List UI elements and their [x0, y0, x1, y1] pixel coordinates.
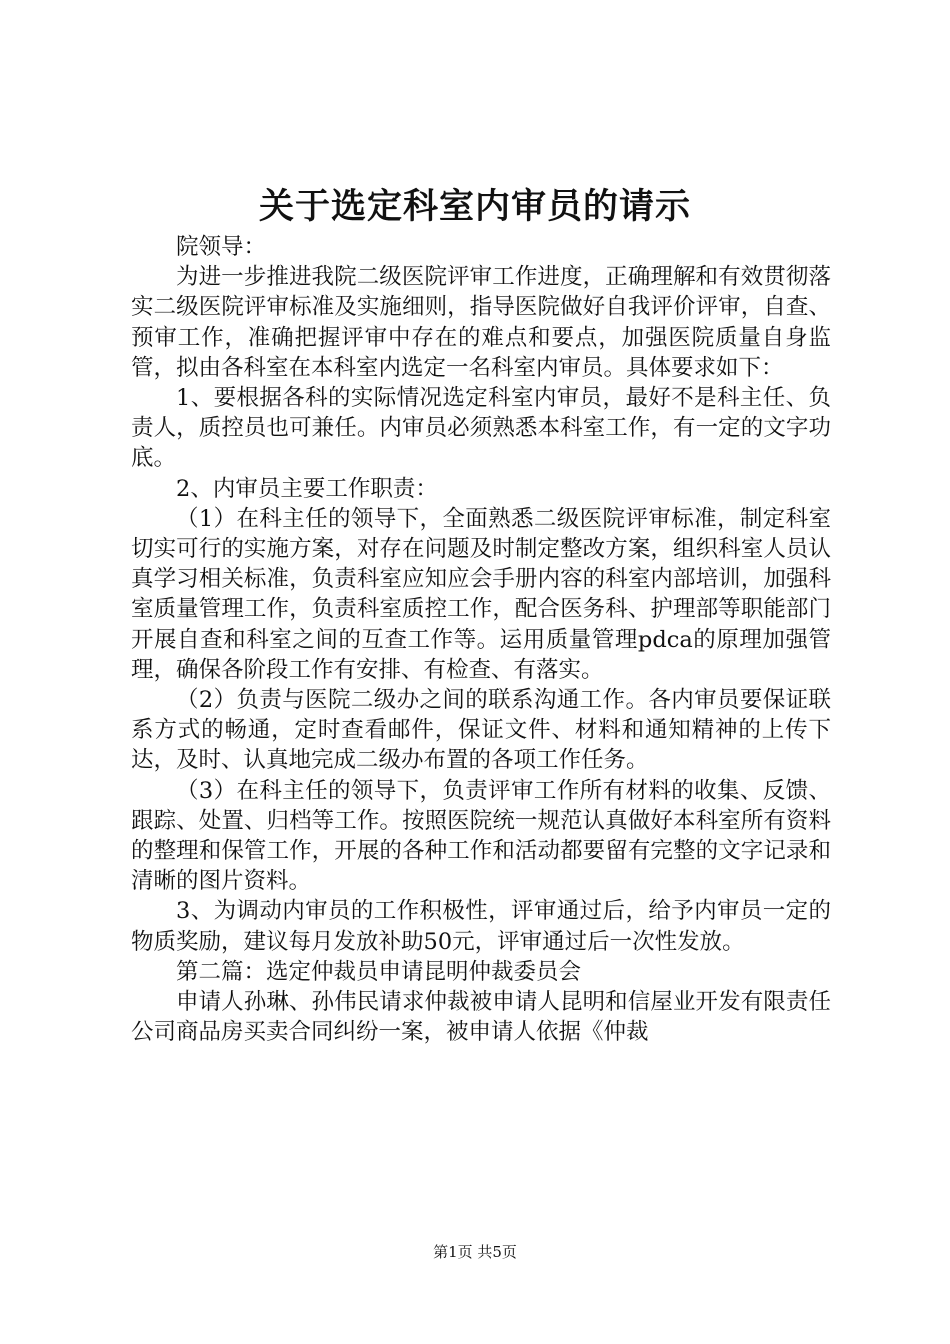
paragraph-item-3: 3、为调动内审员的工作积极性，评审通过后，给予内审员一定的物质奖励，建议每月发放补助50元，评审通过后一次性发放。 — [131, 898, 831, 955]
document-title: 关于选定科室内审员的请示 — [258, 186, 691, 227]
paragraph-item-2: 2、内审员主要工作职责： — [176, 475, 438, 502]
paragraph-duty-2: （2）负责与医院二级办之间的联系沟通工作。各内审员要保证联系方式的畅通，定时查看邮件，保证文件、材料和通知精神的上传下达，及时、认真地完成二级办布置的各项工作任务。 — [131, 687, 831, 774]
salutation: 院领导： — [176, 234, 267, 260]
page-footer: 第1页 共5页 — [433, 1243, 517, 1261]
paragraph-intro: 为进一步推进我院二级医院评审工作进度，正确理解和有效贯彻落实二级医院评审标准及实施细则，指导医院做好自我评价评审，自查、预审工作，准确把握评审中存在的难点和要点，加强医院质量自身监管，拟由各科室在本科室内选定一名科室内审员。具体要求如下： — [131, 264, 831, 381]
section-heading-part-two: 第二篇：选定仲裁员申请昆明仲裁委员会 — [176, 958, 582, 985]
paragraph-duty-1: （1）在科主任的领导下，全面熟悉二级医院评审标准，制定科室切实可行的实施方案，对存在问题及时制定整改方案，组织科室人员认真学习相关标准，负责科室应知应会手册内容的科室内部培训，加强科室质量管理工作，负责科室质控工作，配合医务科、护理部等职能部门开展自查和科室之间的互查工作等。运用质量管理pdca的原理加强管理，确保各阶段工作有安排、有检查、有落实。 — [131, 505, 831, 683]
document-body — [131, 232, 831, 1047]
paragraph-item-1: 1、要根据各科的实际情况选定科室内审员，最好不是科主任、负责人，质控员也可兼任。内审员必须熟悉本科室工作，有一定的文字功底。 — [131, 385, 831, 472]
paragraph-part-two-intro: 申请人孙琳、孙伟民请求仲裁被申请人昆明和信屋业开发有限责任公司商品房买卖合同纠纷一案，被申请人依据《仲裁 — [131, 989, 831, 1046]
paragraph-duty-3: （3）在科主任的领导下，负责评审工作所有材料的收集、反馈、跟踪、处置、归档等工作。按照医院统一规范认真做好本科室所有资料的整理和保管工作，开展的各种工作和活动都要留有完整的文字记录和清晰的图片资料。 — [131, 777, 831, 895]
